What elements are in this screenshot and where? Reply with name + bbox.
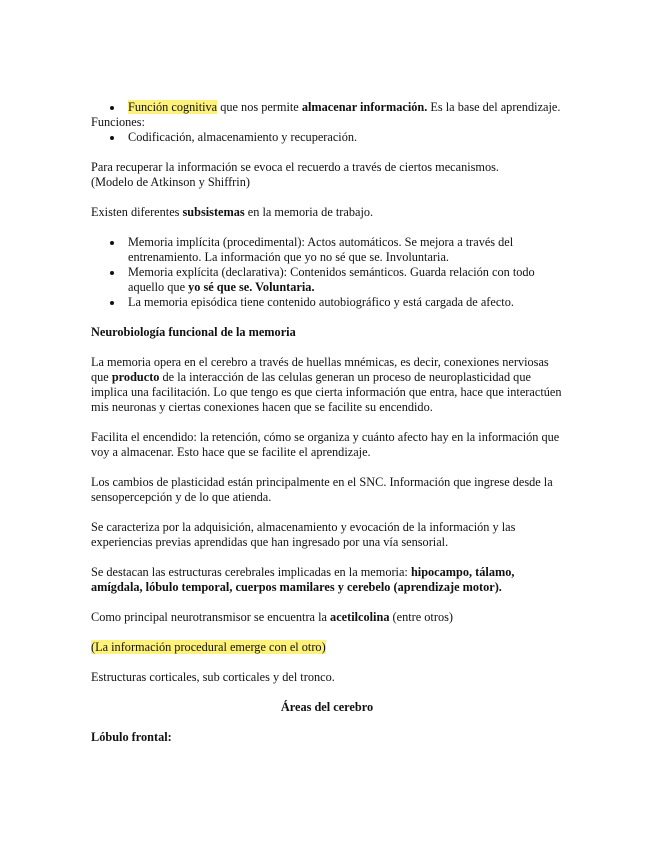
paragraph: La memoria opera en el cerebro a través de huellas mnémicas, es decir, conexiones nerviosas que producto de la interacción de las celulas generan un proceso de neuroplasticidad que implica una facilitación. Lo que tengo es que cierta información que entra, hace que interactúen mis neuronas y ciertas conexiones hacen que se facilite su encendido. — [91, 355, 562, 414]
paragraph: Existen diferentes subsistemas en la memoria de trabajo. — [91, 205, 374, 219]
paragraph: Se destacan las estructuras cerebrales implicadas en la memoria: hipocampo, tálamo, amígdala, lóbulo temporal, cuerpos mamilares y cerebelo (aprendizaje motor). — [91, 565, 515, 594]
paragraph: (Modelo de Atkinson y Shiffrin) — [91, 175, 250, 189]
paragraph: Estructuras corticales, sub corticales y del tronco. — [91, 670, 335, 684]
list-item: Codificación, almacenamiento y recuperación. — [91, 130, 563, 145]
memory-types-list — [91, 235, 563, 310]
paragraph: Para recuperar la información se evoca el recuerdo a través de ciertos mecanismos. — [91, 160, 499, 174]
list-item: Memoria implícita (procedimental): Actos automáticos. Se mejora a través del entrenamiento. La información que yo no sé que se. Involuntaria. — [91, 235, 563, 265]
funciones-label: Funciones: — [91, 115, 145, 129]
funciones-list — [91, 130, 563, 145]
subsection-heading: Lóbulo frontal: — [91, 730, 172, 744]
section-heading: Neurobiología funcional de la memoria — [91, 325, 296, 339]
paragraph: Los cambios de plasticidad están principalmente en el SNC. Información que ingrese desde la sensopercepción y de lo que atienda. — [91, 475, 553, 504]
section-heading: Áreas del cerebro — [280, 700, 374, 714]
highlighted-text: Función cognitiva — [128, 100, 218, 114]
list-item: Memoria explícita (declarativa): Contenidos semánticos. Guarda relación con todo aquello que yo sé que se. Voluntaria. — [91, 265, 563, 295]
bold-text: yo sé que se. Voluntaria. — [188, 280, 315, 294]
document-body — [91, 100, 563, 745]
paragraph: Como principal neurotransmisor se encuentra la acetilcolina (entre otros) — [91, 610, 453, 624]
bold-text: subsistemas — [182, 205, 245, 219]
paragraph: Facilita el encendido: la retención, cómo se organiza y cuánto afecto hay en la información que voy a almacenar. Esto hace que se facilite el aprendizaje. — [91, 430, 560, 459]
bold-text: hipocampo, tálamo, amígdala, lóbulo temporal, cuerpos mamilares y cerebelo (aprendizaje motor). — [91, 565, 515, 594]
intro-list — [91, 100, 563, 115]
bold-text: producto — [111, 370, 160, 384]
bold-text: almacenar información. — [301, 100, 428, 114]
list-item: La memoria episódica tiene contenido autobiográfico y está cargada de afecto. — [91, 295, 563, 310]
highlighted-note: (La información procedural emerge con el otro) — [91, 640, 326, 654]
bold-text: acetilcolina — [330, 610, 390, 624]
paragraph: Se caracteriza por la adquisición, almacenamiento y evocación de la información y las experiencias previas aprendidas que han ingresado por una vía sensorial. — [91, 520, 516, 549]
list-item: Función cognitiva que nos permite almacenar información. Es la base del aprendizaje. — [91, 100, 563, 115]
